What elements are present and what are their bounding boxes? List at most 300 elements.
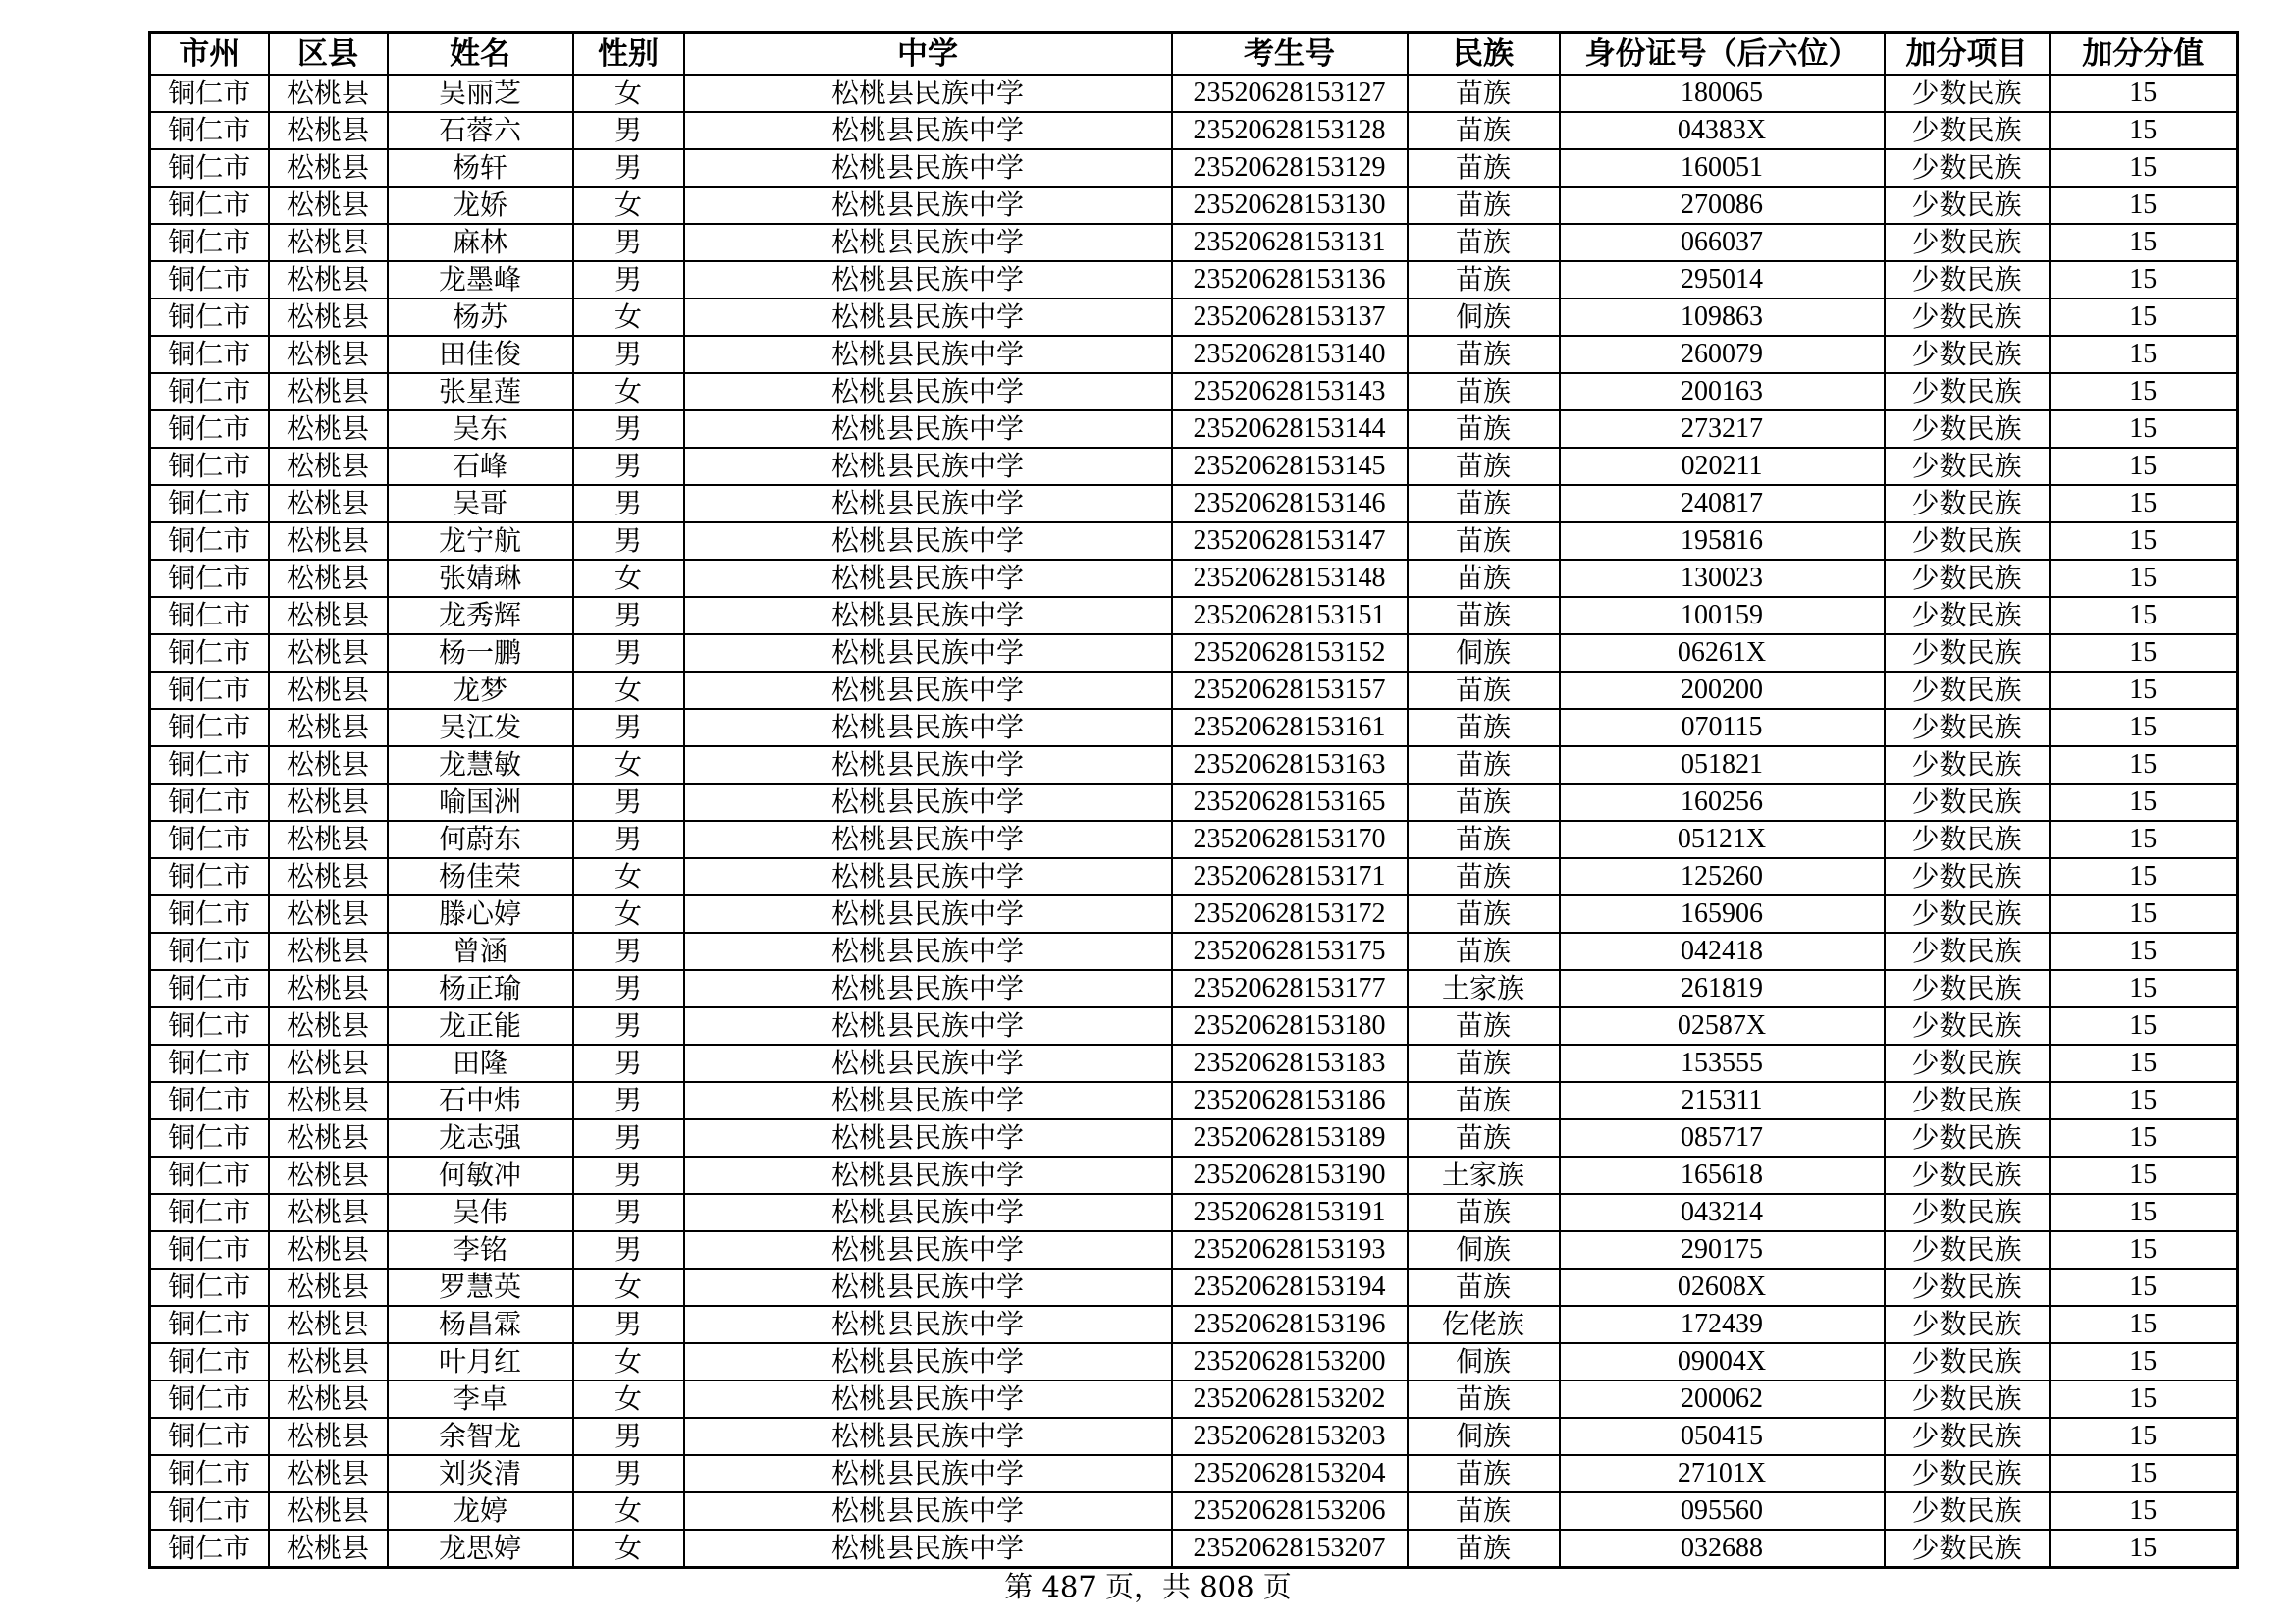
- cell-county: 松桃县: [269, 1306, 388, 1343]
- cell-city: 铜仁市: [150, 746, 269, 784]
- cell-school: 松桃县民族中学: [684, 634, 1172, 672]
- cell-school: 松桃县民族中学: [684, 1007, 1172, 1045]
- cell-name: 龙正能: [388, 1007, 573, 1045]
- cell-id-last-six: 085717: [1560, 1119, 1885, 1157]
- cell-name: 叶月红: [388, 1343, 573, 1380]
- cell-bonus-points: 15: [2050, 1231, 2238, 1269]
- cell-city: 铜仁市: [150, 1119, 269, 1157]
- cell-county: 松桃县: [269, 933, 388, 970]
- cell-ethnicity: 苗族: [1408, 522, 1560, 560]
- cell-county: 松桃县: [269, 75, 388, 112]
- cell-school: 松桃县民族中学: [684, 1492, 1172, 1530]
- cell-ethnicity: 苗族: [1408, 895, 1560, 933]
- cell-bonus-points: 15: [2050, 298, 2238, 336]
- cell-bonus-points: 15: [2050, 709, 2238, 746]
- cell-school: 松桃县民族中学: [684, 1045, 1172, 1082]
- cell-ethnicity: 苗族: [1408, 597, 1560, 634]
- cell-bonus-item: 少数民族: [1885, 784, 2050, 821]
- table-row: [150, 1194, 2238, 1231]
- cell-bonus-item: 少数民族: [1885, 522, 2050, 560]
- cell-id-last-six: 02587X: [1560, 1007, 1885, 1045]
- cell-name: 龙墨峰: [388, 261, 573, 298]
- table-row: [150, 1119, 2238, 1157]
- cell-name: 杨正瑜: [388, 970, 573, 1007]
- cell-gender: 男: [573, 112, 684, 149]
- table-row: [150, 448, 2238, 485]
- cell-county: 松桃县: [269, 1418, 388, 1455]
- cell-name: 石峰: [388, 448, 573, 485]
- table-row: [150, 634, 2238, 672]
- cell-school: 松桃县民族中学: [684, 597, 1172, 634]
- cell-bonus-item: 少数民族: [1885, 1343, 2050, 1380]
- cell-exam-number: 23520628153146: [1172, 485, 1408, 522]
- cell-gender: 男: [573, 1418, 684, 1455]
- cell-exam-number: 23520628153130: [1172, 187, 1408, 224]
- cell-name: 滕心婷: [388, 895, 573, 933]
- cell-name: 龙娇: [388, 187, 573, 224]
- cell-id-last-six: 172439: [1560, 1306, 1885, 1343]
- cell-county: 松桃县: [269, 1007, 388, 1045]
- cell-ethnicity: 苗族: [1408, 672, 1560, 709]
- table-row: [150, 112, 2238, 149]
- cell-school: 松桃县民族中学: [684, 1082, 1172, 1119]
- cell-bonus-points: 15: [2050, 187, 2238, 224]
- cell-ethnicity: 侗族: [1408, 1231, 1560, 1269]
- table-row: [150, 597, 2238, 634]
- table-row: [150, 1269, 2238, 1306]
- cell-name: 龙秀辉: [388, 597, 573, 634]
- cell-school: 松桃县民族中学: [684, 1231, 1172, 1269]
- cell-exam-number: 23520628153183: [1172, 1045, 1408, 1082]
- cell-id-last-six: 051821: [1560, 746, 1885, 784]
- cell-bonus-item: 少数民族: [1885, 1045, 2050, 1082]
- cell-gender: 女: [573, 1343, 684, 1380]
- cell-city: 铜仁市: [150, 970, 269, 1007]
- cell-school: 松桃县民族中学: [684, 1194, 1172, 1231]
- cell-bonus-item: 少数民族: [1885, 1231, 2050, 1269]
- cell-bonus-points: 15: [2050, 1380, 2238, 1418]
- table-row: [150, 1418, 2238, 1455]
- header-id-last-six: 身份证号（后六位）: [1560, 33, 1885, 76]
- cell-city: 铜仁市: [150, 1343, 269, 1380]
- cell-exam-number: 23520628153143: [1172, 373, 1408, 410]
- cell-city: 铜仁市: [150, 634, 269, 672]
- cell-exam-number: 23520628153145: [1172, 448, 1408, 485]
- cell-id-last-six: 050415: [1560, 1418, 1885, 1455]
- cell-gender: 男: [573, 597, 684, 634]
- cell-exam-number: 23520628153137: [1172, 298, 1408, 336]
- cell-bonus-item: 少数民族: [1885, 560, 2050, 597]
- cell-id-last-six: 153555: [1560, 1045, 1885, 1082]
- cell-id-last-six: 09004X: [1560, 1343, 1885, 1380]
- cell-school: 松桃县民族中学: [684, 821, 1172, 858]
- cell-name: 吴东: [388, 410, 573, 448]
- cell-name: 罗慧英: [388, 1269, 573, 1306]
- cell-gender: 男: [573, 261, 684, 298]
- table-row: [150, 522, 2238, 560]
- cell-school: 松桃县民族中学: [684, 187, 1172, 224]
- header-bonus-item: 加分项目: [1885, 33, 2050, 76]
- cell-name: 杨一鹏: [388, 634, 573, 672]
- cell-school: 松桃县民族中学: [684, 112, 1172, 149]
- cell-ethnicity: 苗族: [1408, 1530, 1560, 1568]
- cell-exam-number: 23520628153193: [1172, 1231, 1408, 1269]
- cell-city: 铜仁市: [150, 261, 269, 298]
- cell-bonus-points: 15: [2050, 933, 2238, 970]
- cell-id-last-six: 160051: [1560, 149, 1885, 187]
- cell-exam-number: 23520628153177: [1172, 970, 1408, 1007]
- cell-gender: 男: [573, 485, 684, 522]
- cell-ethnicity: 苗族: [1408, 1119, 1560, 1157]
- cell-id-last-six: 195816: [1560, 522, 1885, 560]
- cell-gender: 男: [573, 149, 684, 187]
- cell-city: 铜仁市: [150, 1306, 269, 1343]
- cell-city: 铜仁市: [150, 560, 269, 597]
- cell-school: 松桃县民族中学: [684, 224, 1172, 261]
- cell-bonus-item: 少数民族: [1885, 224, 2050, 261]
- cell-exam-number: 23520628153147: [1172, 522, 1408, 560]
- table-row: [150, 410, 2238, 448]
- cell-id-last-six: 200062: [1560, 1380, 1885, 1418]
- cell-ethnicity: 苗族: [1408, 1007, 1560, 1045]
- cell-bonus-item: 少数民族: [1885, 448, 2050, 485]
- cell-county: 松桃县: [269, 1045, 388, 1082]
- cell-bonus-points: 15: [2050, 634, 2238, 672]
- table-row: [150, 261, 2238, 298]
- cell-id-last-six: 02608X: [1560, 1269, 1885, 1306]
- candidate-bonus-table: [148, 31, 2239, 1569]
- cell-county: 松桃县: [269, 895, 388, 933]
- cell-id-last-six: 260079: [1560, 336, 1885, 373]
- cell-gender: 女: [573, 895, 684, 933]
- table-row: [150, 1492, 2238, 1530]
- cell-ethnicity: 苗族: [1408, 1455, 1560, 1492]
- table-header-row: [150, 33, 2238, 76]
- cell-exam-number: 23520628153144: [1172, 410, 1408, 448]
- cell-id-last-six: 273217: [1560, 410, 1885, 448]
- cell-name: 何蔚东: [388, 821, 573, 858]
- cell-gender: 男: [573, 709, 684, 746]
- cell-bonus-item: 少数民族: [1885, 373, 2050, 410]
- cell-name: 龙思婷: [388, 1530, 573, 1568]
- cell-city: 铜仁市: [150, 485, 269, 522]
- cell-ethnicity: 苗族: [1408, 1269, 1560, 1306]
- header-school: 中学: [684, 33, 1172, 76]
- cell-exam-number: 23520628153129: [1172, 149, 1408, 187]
- cell-ethnicity: 苗族: [1408, 746, 1560, 784]
- cell-bonus-item: 少数民族: [1885, 1492, 2050, 1530]
- table-row: [150, 224, 2238, 261]
- cell-name: 余智龙: [388, 1418, 573, 1455]
- cell-city: 铜仁市: [150, 448, 269, 485]
- cell-gender: 女: [573, 75, 684, 112]
- cell-school: 松桃县民族中学: [684, 373, 1172, 410]
- cell-exam-number: 23520628153194: [1172, 1269, 1408, 1306]
- cell-name: 吴丽芝: [388, 75, 573, 112]
- cell-name: 吴哥: [388, 485, 573, 522]
- cell-county: 松桃县: [269, 298, 388, 336]
- cell-exam-number: 23520628153175: [1172, 933, 1408, 970]
- cell-bonus-item: 少数民族: [1885, 1194, 2050, 1231]
- cell-ethnicity: 仡佬族: [1408, 1306, 1560, 1343]
- cell-city: 铜仁市: [150, 1492, 269, 1530]
- cell-school: 松桃县民族中学: [684, 149, 1172, 187]
- cell-id-last-six: 070115: [1560, 709, 1885, 746]
- cell-bonus-points: 15: [2050, 224, 2238, 261]
- cell-bonus-item: 少数民族: [1885, 187, 2050, 224]
- cell-id-last-six: 032688: [1560, 1530, 1885, 1568]
- cell-ethnicity: 苗族: [1408, 709, 1560, 746]
- cell-exam-number: 23520628153202: [1172, 1380, 1408, 1418]
- cell-bonus-item: 少数民族: [1885, 895, 2050, 933]
- cell-name: 张星莲: [388, 373, 573, 410]
- cell-gender: 女: [573, 1492, 684, 1530]
- cell-name: 田佳俊: [388, 336, 573, 373]
- cell-gender: 女: [573, 560, 684, 597]
- cell-bonus-points: 15: [2050, 1343, 2238, 1380]
- cell-bonus-item: 少数民族: [1885, 112, 2050, 149]
- cell-gender: 男: [573, 224, 684, 261]
- cell-county: 松桃县: [269, 224, 388, 261]
- cell-exam-number: 23520628153170: [1172, 821, 1408, 858]
- cell-city: 铜仁市: [150, 224, 269, 261]
- cell-bonus-points: 15: [2050, 970, 2238, 1007]
- cell-county: 松桃县: [269, 1119, 388, 1157]
- cell-name: 吴伟: [388, 1194, 573, 1231]
- cell-city: 铜仁市: [150, 1045, 269, 1082]
- cell-name: 喻国洲: [388, 784, 573, 821]
- cell-bonus-points: 15: [2050, 1119, 2238, 1157]
- cell-name: 张婧琳: [388, 560, 573, 597]
- cell-bonus-points: 15: [2050, 560, 2238, 597]
- table-row: [150, 858, 2238, 895]
- cell-city: 铜仁市: [150, 1194, 269, 1231]
- cell-id-last-six: 180065: [1560, 75, 1885, 112]
- table-row: [150, 672, 2238, 709]
- cell-school: 松桃县民族中学: [684, 933, 1172, 970]
- cell-ethnicity: 苗族: [1408, 1082, 1560, 1119]
- cell-school: 松桃县民族中学: [684, 560, 1172, 597]
- cell-id-last-six: 04383X: [1560, 112, 1885, 149]
- cell-id-last-six: 200163: [1560, 373, 1885, 410]
- cell-bonus-points: 15: [2050, 784, 2238, 821]
- cell-school: 松桃县民族中学: [684, 261, 1172, 298]
- cell-id-last-six: 165906: [1560, 895, 1885, 933]
- cell-gender: 女: [573, 1269, 684, 1306]
- cell-ethnicity: 土家族: [1408, 970, 1560, 1007]
- cell-id-last-six: 261819: [1560, 970, 1885, 1007]
- cell-bonus-points: 15: [2050, 1194, 2238, 1231]
- cell-id-last-six: 066037: [1560, 224, 1885, 261]
- cell-city: 铜仁市: [150, 933, 269, 970]
- cell-gender: 女: [573, 1530, 684, 1568]
- cell-ethnicity: 侗族: [1408, 634, 1560, 672]
- cell-bonus-item: 少数民族: [1885, 1007, 2050, 1045]
- cell-id-last-six: 100159: [1560, 597, 1885, 634]
- cell-bonus-points: 15: [2050, 336, 2238, 373]
- cell-bonus-points: 15: [2050, 261, 2238, 298]
- cell-city: 铜仁市: [150, 112, 269, 149]
- cell-exam-number: 23520628153136: [1172, 261, 1408, 298]
- cell-gender: 女: [573, 672, 684, 709]
- cell-ethnicity: 苗族: [1408, 821, 1560, 858]
- cell-county: 松桃县: [269, 485, 388, 522]
- cell-ethnicity: 苗族: [1408, 858, 1560, 895]
- cell-school: 松桃县民族中学: [684, 298, 1172, 336]
- cell-bonus-item: 少数民族: [1885, 1269, 2050, 1306]
- cell-gender: 男: [573, 522, 684, 560]
- cell-city: 铜仁市: [150, 373, 269, 410]
- cell-ethnicity: 苗族: [1408, 933, 1560, 970]
- cell-ethnicity: 苗族: [1408, 485, 1560, 522]
- cell-id-last-six: 130023: [1560, 560, 1885, 597]
- table-row: [150, 821, 2238, 858]
- cell-gender: 男: [573, 1194, 684, 1231]
- cell-bonus-item: 少数民族: [1885, 485, 2050, 522]
- cell-ethnicity: 苗族: [1408, 261, 1560, 298]
- cell-name: 龙慧敏: [388, 746, 573, 784]
- cell-county: 松桃县: [269, 112, 388, 149]
- cell-county: 松桃县: [269, 1231, 388, 1269]
- cell-bonus-item: 少数民族: [1885, 410, 2050, 448]
- cell-city: 铜仁市: [150, 858, 269, 895]
- cell-county: 松桃县: [269, 1194, 388, 1231]
- cell-bonus-points: 15: [2050, 672, 2238, 709]
- cell-bonus-points: 15: [2050, 410, 2238, 448]
- cell-exam-number: 23520628153189: [1172, 1119, 1408, 1157]
- cell-city: 铜仁市: [150, 1380, 269, 1418]
- cell-id-last-six: 05121X: [1560, 821, 1885, 858]
- cell-exam-number: 23520628153171: [1172, 858, 1408, 895]
- cell-gender: 女: [573, 1380, 684, 1418]
- cell-city: 铜仁市: [150, 149, 269, 187]
- cell-id-last-six: 27101X: [1560, 1455, 1885, 1492]
- cell-ethnicity: 苗族: [1408, 1492, 1560, 1530]
- cell-name: 李卓: [388, 1380, 573, 1418]
- cell-county: 松桃县: [269, 1380, 388, 1418]
- cell-school: 松桃县民族中学: [684, 448, 1172, 485]
- table-row: [150, 1007, 2238, 1045]
- cell-name: 龙婷: [388, 1492, 573, 1530]
- cell-school: 松桃县民族中学: [684, 746, 1172, 784]
- cell-city: 铜仁市: [150, 1157, 269, 1194]
- cell-bonus-item: 少数民族: [1885, 672, 2050, 709]
- cell-city: 铜仁市: [150, 410, 269, 448]
- cell-school: 松桃县民族中学: [684, 672, 1172, 709]
- cell-bonus-item: 少数民族: [1885, 933, 2050, 970]
- cell-bonus-item: 少数民族: [1885, 709, 2050, 746]
- cell-id-last-six: 160256: [1560, 784, 1885, 821]
- cell-gender: 男: [573, 1119, 684, 1157]
- cell-school: 松桃县民族中学: [684, 336, 1172, 373]
- cell-county: 松桃县: [269, 1082, 388, 1119]
- cell-ethnicity: 苗族: [1408, 448, 1560, 485]
- table-row: [150, 895, 2238, 933]
- cell-id-last-six: 240817: [1560, 485, 1885, 522]
- cell-exam-number: 23520628153204: [1172, 1455, 1408, 1492]
- cell-ethnicity: 侗族: [1408, 1343, 1560, 1380]
- cell-exam-number: 23520628153131: [1172, 224, 1408, 261]
- cell-county: 松桃县: [269, 858, 388, 895]
- cell-county: 松桃县: [269, 1492, 388, 1530]
- cell-ethnicity: 苗族: [1408, 410, 1560, 448]
- cell-exam-number: 23520628153161: [1172, 709, 1408, 746]
- cell-id-last-six: 125260: [1560, 858, 1885, 895]
- cell-city: 铜仁市: [150, 522, 269, 560]
- cell-school: 松桃县民族中学: [684, 1455, 1172, 1492]
- cell-bonus-points: 15: [2050, 858, 2238, 895]
- cell-ethnicity: 苗族: [1408, 149, 1560, 187]
- cell-exam-number: 23520628153191: [1172, 1194, 1408, 1231]
- cell-county: 松桃县: [269, 1343, 388, 1380]
- cell-county: 松桃县: [269, 522, 388, 560]
- cell-school: 松桃县民族中学: [684, 784, 1172, 821]
- header-county: 区县: [269, 33, 388, 76]
- table-row: [150, 336, 2238, 373]
- table-row: [150, 1045, 2238, 1082]
- cell-exam-number: 23520628153148: [1172, 560, 1408, 597]
- table-row: [150, 933, 2238, 970]
- cell-exam-number: 23520628153140: [1172, 336, 1408, 373]
- cell-id-last-six: 095560: [1560, 1492, 1885, 1530]
- cell-gender: 男: [573, 1455, 684, 1492]
- table-body: [150, 75, 2238, 1568]
- cell-bonus-item: 少数民族: [1885, 970, 2050, 1007]
- cell-bonus-points: 15: [2050, 1269, 2238, 1306]
- table-row: [150, 784, 2238, 821]
- cell-gender: 男: [573, 821, 684, 858]
- cell-school: 松桃县民族中学: [684, 895, 1172, 933]
- table-row: [150, 970, 2238, 1007]
- cell-school: 松桃县民族中学: [684, 522, 1172, 560]
- cell-ethnicity: 苗族: [1408, 224, 1560, 261]
- table-row: [150, 1157, 2238, 1194]
- cell-bonus-points: 15: [2050, 597, 2238, 634]
- cell-bonus-points: 15: [2050, 1157, 2238, 1194]
- cell-ethnicity: 土家族: [1408, 1157, 1560, 1194]
- cell-county: 松桃县: [269, 373, 388, 410]
- cell-bonus-points: 15: [2050, 1530, 2238, 1568]
- cell-city: 铜仁市: [150, 298, 269, 336]
- cell-bonus-points: 15: [2050, 1045, 2238, 1082]
- cell-school: 松桃县民族中学: [684, 1269, 1172, 1306]
- cell-name: 龙梦: [388, 672, 573, 709]
- cell-county: 松桃县: [269, 448, 388, 485]
- cell-county: 松桃县: [269, 970, 388, 1007]
- cell-bonus-item: 少数民族: [1885, 1530, 2050, 1568]
- cell-county: 松桃县: [269, 1530, 388, 1568]
- table-row: [150, 1306, 2238, 1343]
- cell-gender: 男: [573, 784, 684, 821]
- cell-exam-number: 23520628153163: [1172, 746, 1408, 784]
- cell-name: 杨苏: [388, 298, 573, 336]
- cell-city: 铜仁市: [150, 75, 269, 112]
- cell-exam-number: 23520628153186: [1172, 1082, 1408, 1119]
- table-row: [150, 1343, 2238, 1380]
- cell-bonus-item: 少数民族: [1885, 1380, 2050, 1418]
- cell-bonus-points: 15: [2050, 746, 2238, 784]
- cell-bonus-points: 15: [2050, 485, 2238, 522]
- cell-county: 松桃县: [269, 261, 388, 298]
- cell-name: 杨轩: [388, 149, 573, 187]
- table-row: [150, 709, 2238, 746]
- cell-bonus-item: 少数民族: [1885, 821, 2050, 858]
- cell-bonus-points: 15: [2050, 373, 2238, 410]
- cell-id-last-six: 043214: [1560, 1194, 1885, 1231]
- cell-id-last-six: 200200: [1560, 672, 1885, 709]
- cell-county: 松桃县: [269, 187, 388, 224]
- cell-name: 刘炎清: [388, 1455, 573, 1492]
